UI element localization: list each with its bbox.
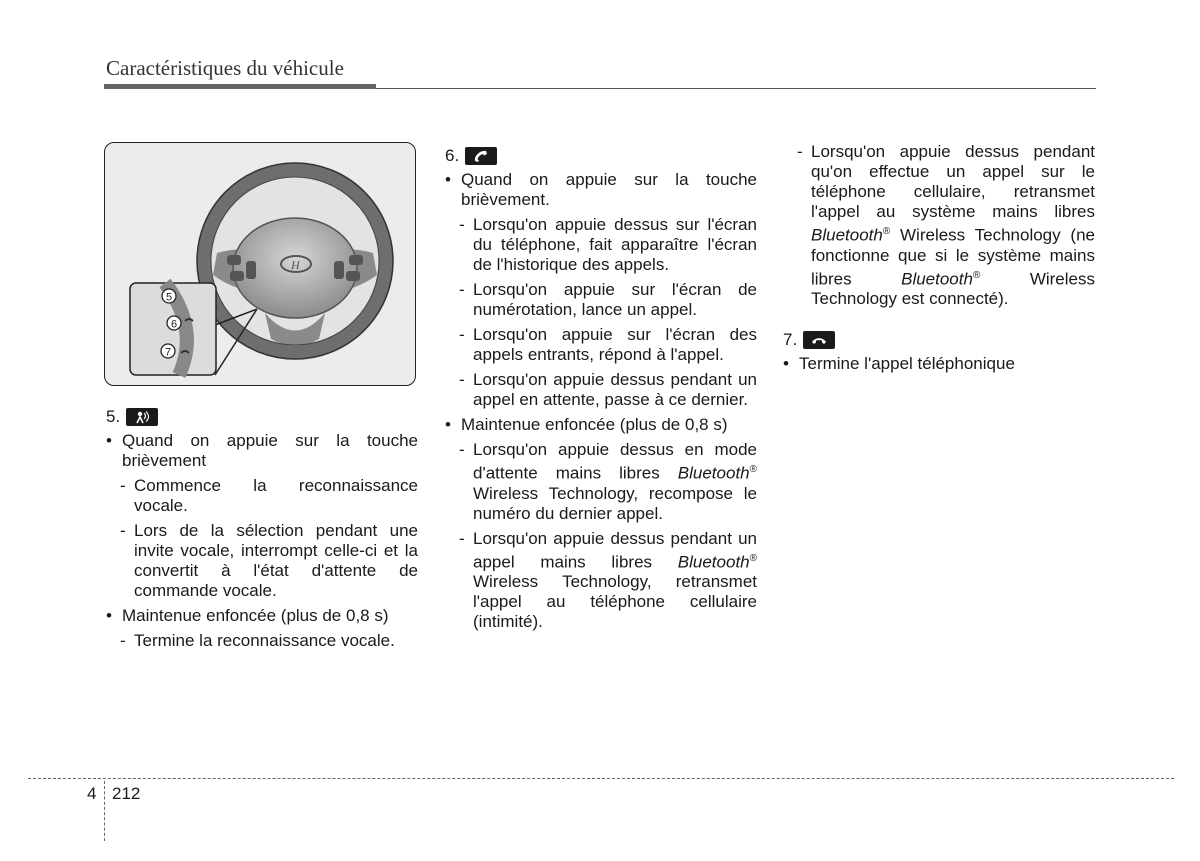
list-subitem: - Termine la reconnaissance vocale. xyxy=(120,631,395,650)
header-rule-thick xyxy=(104,84,376,89)
list-subitem: - Commence la reconnaissance vocale. xyxy=(120,476,418,515)
svg-text:5: 5 xyxy=(165,291,173,304)
section-6-heading xyxy=(445,145,757,167)
list-subitem: - Lorsqu'on appuie dessus sur l'écran du téléphone, fait apparaître l'écran de l'historique des appels. xyxy=(459,215,757,274)
steering-wheel-illustration xyxy=(105,143,416,386)
list-subitem: - Lorsqu'on appuie sur l'écran de numérotation, lance un appel. xyxy=(459,280,757,319)
end-call-icon xyxy=(803,331,835,349)
list-subitem: - Lorsqu'on appuie dessus en mode d'attente mains libres Bluetooth® Wireless Technology, recompose le numéro du dernier appel. xyxy=(459,440,757,523)
list-subitem: - Lorsqu'on appuie dessus pendant un appel mains libres Bluetooth® Wireless Technology, retransmet l'appel au téléphone cellulaire (intimité). xyxy=(459,528,757,632)
phone-call-icon xyxy=(465,147,497,165)
section-6-number: 6. xyxy=(445,146,460,165)
section-6-continued xyxy=(783,142,1095,374)
voice-recognition-icon xyxy=(126,408,158,426)
list-item: • Termine l'appel téléphonique xyxy=(783,354,1095,374)
list-item: • Quand on appuie sur la touche brièvement. xyxy=(445,170,757,210)
list-subitem: - Lors de la sélection pendant une invite vocale, interrompt celle-ci et la convertit à l'état d'attente de commande vocale. xyxy=(120,521,418,600)
list-item: • Quand on appuie sur la touche brièvement xyxy=(106,431,418,471)
list-subitem: - Lorsqu'on appuie dessus pendant un appel en attente, passe à ce dernier. xyxy=(459,370,757,409)
list-item: • Maintenue enfoncée (plus de 0,8 s) xyxy=(445,415,757,435)
page-title: Caractéristiques du véhicule xyxy=(106,56,344,80)
svg-text:H: H xyxy=(291,258,300,272)
footer-vertical-rule xyxy=(104,781,105,841)
list-subitem: - Lorsqu'on appuie sur l'écran des appels entrants, répond à l'appel. xyxy=(459,325,757,364)
steering-wheel-figure xyxy=(104,142,416,386)
section-6 xyxy=(445,145,757,632)
svg-text:6: 6 xyxy=(170,318,178,331)
page-number: 212 xyxy=(112,784,141,803)
section-5-number: 5. xyxy=(106,407,121,426)
footer-rule xyxy=(28,778,1174,779)
section-7-number: 7. xyxy=(783,330,798,350)
list-item: • Maintenue enfoncée (plus de 0,8 s) xyxy=(106,606,418,626)
list-subitem: - Lorsqu'on appuie dessus pendant qu'on effectue un appel sur le téléphone cellulaire, retransmet l'appel au système mains libres Bluetooth® Wireless Technology (ne fonctionne que si le système mains libres Bluetooth® Wireless Technology est connecté). xyxy=(797,142,1095,309)
chapter-number: 4 xyxy=(87,784,97,803)
header-rule-thin xyxy=(376,88,1096,89)
section-5 xyxy=(106,406,418,651)
section-7-heading xyxy=(783,329,1095,351)
section-5-heading xyxy=(106,406,418,428)
svg-text:7: 7 xyxy=(164,346,172,359)
